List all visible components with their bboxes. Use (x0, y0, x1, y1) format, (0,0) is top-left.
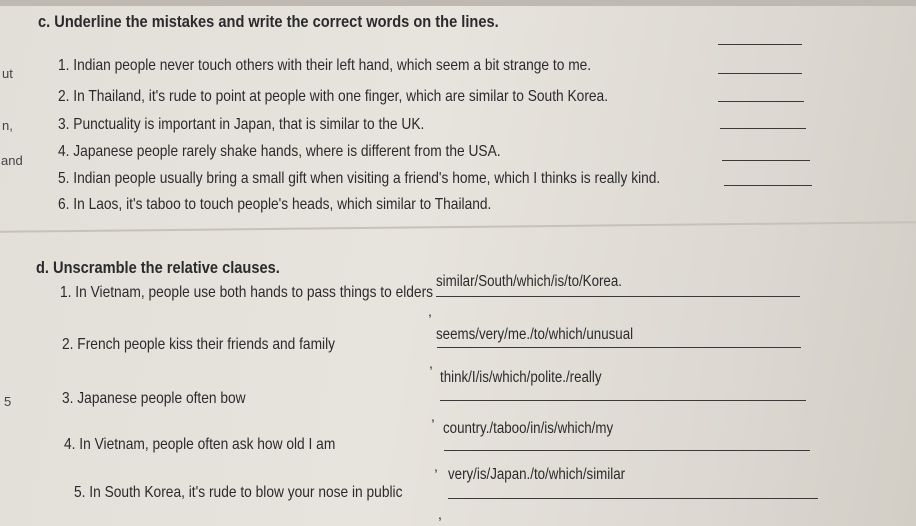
answer-line-d2[interactable] (437, 347, 801, 348)
answer-line-d4[interactable] (444, 450, 810, 451)
margin-fragment: and (1, 153, 23, 168)
comma-1: , (428, 303, 432, 319)
margin-fragment: ut (2, 66, 13, 81)
section-c-item-3: 3. Punctuality is important in Japan, that is similar to the UK. (58, 116, 425, 133)
section-d-sentence-1: 1. In Vietnam, people use both hands to pass things to elders (60, 284, 434, 301)
comma-5: , (438, 506, 442, 522)
section-c-item-5: 5. Indian people usually bring a small gift when visiting a friend's home, which I thinks is really kind. (58, 170, 661, 187)
answer-line-c1[interactable] (718, 44, 802, 45)
answer-line-c4[interactable] (720, 128, 806, 129)
section-c-heading: c. Underline the mistakes and write the correct words on the lines. (38, 12, 499, 31)
answer-line-c2[interactable] (718, 73, 802, 74)
section-d-sentence-2: 2. French people kiss their friends and family (62, 336, 336, 353)
margin-fragment: 5 (4, 394, 12, 409)
section-c-item-1: 1. Indian people never touch others with their left hand, which seem a bit strange to me. (58, 57, 592, 74)
section-d-sentence-3: 3. Japanese people often bow (62, 390, 246, 407)
page-top-edge (0, 0, 916, 6)
section-c-item-4: 4. Japanese people rarely shake hands, where is different from the USA. (58, 143, 501, 160)
margin-fragment: n, (2, 118, 13, 133)
section-d-heading: d. Unscramble the relative clauses. (36, 258, 280, 277)
scrambled-words-2: seems/very/me./to/which/unusual (436, 326, 634, 343)
answer-line-d5[interactable] (448, 498, 818, 499)
section-c-item-6: 6. In Laos, it's taboo to touch people's heads, which similar to Thailand. (58, 196, 492, 213)
comma-4: , (434, 458, 438, 474)
answer-line-d3[interactable] (440, 400, 806, 401)
section-d-sentence-4: 4. In Vietnam, people often ask how old I am (64, 436, 336, 453)
scrambled-words-5: very/is/Japan./to/which/similar (448, 466, 626, 483)
answer-line-d1[interactable] (436, 296, 800, 297)
comma-3: , (431, 408, 435, 424)
answer-line-c3[interactable] (718, 101, 804, 102)
scrambled-words-4: country./taboo/in/is/which/my (443, 420, 614, 437)
scrambled-words-1: similar/South/which/is/to/Korea. (436, 273, 622, 290)
section-c-item-2: 2. In Thailand, it's rude to point at people with one finger, which are similar to South Korea. (58, 88, 609, 105)
answer-line-c6[interactable] (724, 185, 812, 186)
page-crease (0, 221, 916, 233)
section-d-sentence-5: 5. In South Korea, it's rude to blow your nose in public (74, 484, 403, 501)
answer-line-c5[interactable] (722, 160, 810, 161)
scrambled-words-3: think/I/is/which/polite./really (440, 369, 602, 386)
comma-2: , (429, 355, 433, 371)
